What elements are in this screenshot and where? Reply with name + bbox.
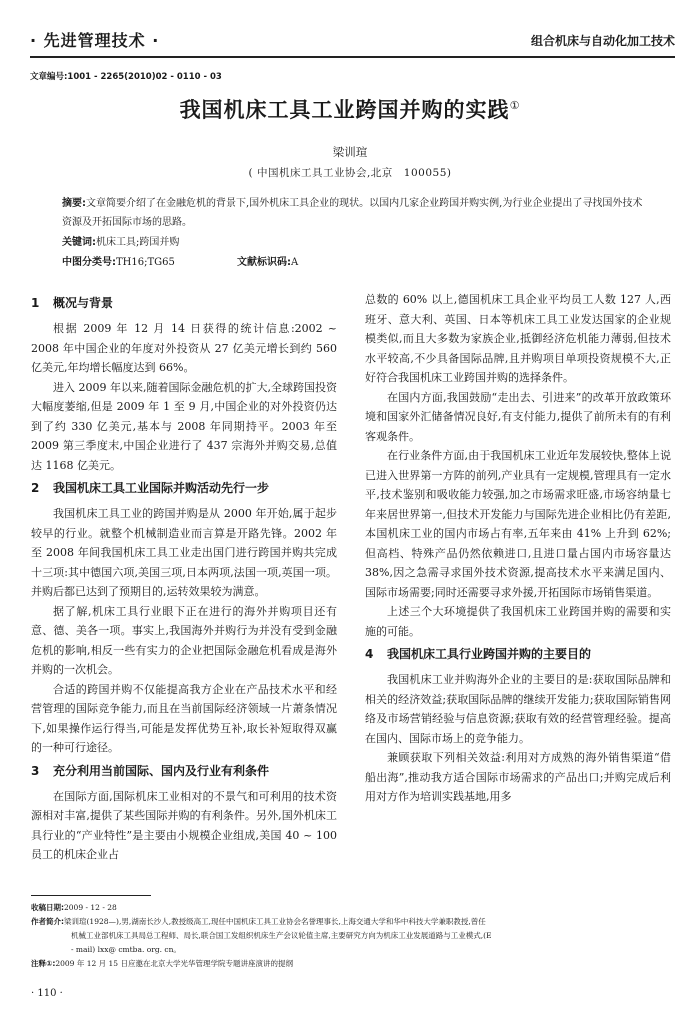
classification-label: 中图分类号: (62, 257, 116, 268)
author-name: 梁训瑄 (332, 145, 368, 159)
paper-title (0, 94, 700, 124)
section-label: · 先进管理技术 · (30, 31, 160, 50)
paragraph: 我国机床工业并购海外企业的主要目的是:获取国际品牌和相关的经济效益;获取国际品牌的继续开发能力;获取国际销售网络及市场营销经验与信息资源;获取有效的经营管理经验。提高在国内、国际市场上的竞争能力。 (365, 673, 671, 745)
left-column (31, 290, 337, 865)
right-column (365, 290, 671, 807)
paragraph: 在国内方面,我国鼓励“走出去、引进来”的改革开放政策环境和国家外汇储备情况良好,有支付能力,提供了前所未有的有利客观条件。 (365, 390, 671, 443)
document-code-label: 文献标识码: (237, 257, 291, 268)
article-number: 文章编号:1001 - 2265(2010)02 - 0110 - 03 (30, 72, 222, 82)
document-code (237, 253, 298, 268)
received-date: 收稿日期:2009 - 12 - 28 (31, 903, 117, 912)
journal-name: 组合机床与自动化加工技术 (530, 34, 675, 48)
paragraph: 进入 2009 年以来,随着国际金融危机的扩大,全球跨国投资大幅度萎缩,但是 2009 年 1 至 9 月,中国企业的对外投资仍达到了约 330 亿美元,基本与 2008 年同期持平。2003 年至 2009 第三季度末,中国企业进行了 437 宗海外并购交易,总值达 1168 亿美元。 (31, 380, 337, 472)
paragraph: 我国机床工具工业的跨国并购是从 2000 年开始,属于起步较早的行业。就整个机械制造业而言算是开路先锋。2002 年至 2008 年间我国机床工具工业走出国门进行跨国并购共完成十三项:其中德国六项,美国三项,日本两项,法国一项,英国一项。并购后都已达到了预期目的,运转效果较为满意。 (31, 507, 337, 598)
author-bio-email: - mail) lxx@ cmtba. org. cn。 (71, 945, 181, 954)
keywords-label: 关键词: (62, 237, 96, 248)
section-heading: 2 我国机床工具工业国际并购活动先行一步 (31, 481, 270, 495)
paragraph: 兼顾获取下列相关效益:利用对方成熟的海外销售渠道“借船出海”,推动我方适合国际市场需求的产品出口;并购完成后利用对方作为培训实践基地,用多 (365, 751, 671, 803)
section-heading: 3 充分利用当前国际、国内及行业有利条件 (31, 763, 270, 778)
paragraph: 上述三个大环境提供了我国机床工业跨国并购的需要和实施的可能。 (365, 605, 671, 638)
keywords-text: 机床工具;跨国并购 (96, 237, 180, 248)
classification-text: TH16;TG65 (116, 257, 175, 268)
author-affiliation: ( 中国机床工具工业协会,北京 100055) (248, 167, 452, 179)
keywords (62, 233, 179, 248)
footnotes (31, 901, 671, 971)
author-bio: 作者简介:梁训瑄(1928—),男,湖南长沙人,教授级高工,现任中国机床工具工业协会名誉理事长,上海交通大学和华中科技大学兼职教授,曾任 (31, 917, 486, 926)
title-text: 我国机床工具工业跨国并购的实践 (179, 98, 510, 122)
paragraph: 根据 2009 年 12 月 14 日获得的统计信息:2002 ~ 2008 年中国企业的年度对外投资从 27 亿美元增长到约 560 亿美元,年均增长幅度达到 66%。 (31, 322, 337, 374)
abstract (62, 194, 652, 232)
title-footnote-mark: ① (509, 99, 521, 112)
footnote-divider (31, 895, 151, 896)
title-footnote: 注释①:2009 年 12 月 15 日应邀在北京大学光华管理学院专题讲座演讲的提纲 (31, 959, 293, 968)
paragraph: 据了解,机床工具行业眼下正在进行的海外并购项目还有意、德、美各一项。事实上,我国海外并购行为并没有受到金融危机的影响,相反一些有实力的企业把国际金融危机看成是海外并购的一次机会。 (31, 604, 337, 676)
author-bio-cont: 机械工业部机床工具局总工程师、局长,联合国工发组织机床生产会议轮值主席,主要研究方向为机床工业发展道路与工业模式,(E (71, 931, 492, 940)
classification (62, 253, 175, 268)
running-header (30, 28, 675, 54)
abstract-label: 摘要: (62, 198, 86, 209)
page-number: · 110 · (31, 988, 63, 999)
document-code-text: A (291, 257, 299, 268)
paragraph: 在国际方面,国际机床工业相对的不景气和可利用的技术资源相对丰富,提供了某些国际并购的有利条件。另外,国外机床工具行业的“产业特性”是主要由小规模企业组成,美国 40 ~ 100 员工的机床企业占 (31, 789, 337, 861)
paragraph: 合适的跨国并购不仅能提高我方企业在产品技术水平和经营管理的国际竞争能力,而且在当前国际经济领域一片萧条情况下,如果操作运行得当,可能是发挥优势互补,取长补短取得双赢的一种可行途径。 (31, 682, 337, 754)
section-heading: 1 概况与背景 (31, 296, 114, 310)
paragraph: 在行业条件方面,由于我国机床工业近年发展较快,整体上说已进入世界第一方阵的前列,产业具有一定规模,管理具有一定水平,技术鉴别和吸收能力较强,加之市场需求旺盛,市场容纳量七年来居世界第一,但技术开发能力与国际先进企业相比仍有差距,本国机床工业的国内市场占有率,五年来由 41% 上升到 62%;但高档、特殊产品仍然依赖进口,且进口量占国内市场容量达 38%,因之急需寻求国外技术资源,提高技术水平来满足国内、国际市场需要;同时还需要寻求外援,开拓国际市场销售渠道。 (365, 449, 671, 599)
header-divider (30, 56, 675, 58)
section-heading: 4 我国机床工具行业跨国并购的主要目的 (365, 647, 592, 661)
abstract-text: 文章简要介绍了在金融危机的背景下,国外机床工具企业的现状。以国内几家企业跨国并购实例,为行业企业提出了寻找国外技术资源及开拓国际市场的思路。 (62, 198, 643, 228)
paragraph: 总数的 60% 以上,德国机床工具企业平均员工人数 127 人,西班牙、意大利、英国、日本等机床工具工业发达国家的企业规模类似,而且大多数为家族企业,抵御经济危机能力薄弱,但技术水平较高,不少具备国际品牌,且并购项目单项投资规模不大,正好符合我国机床工业跨国并购的选择条件。 (365, 293, 671, 384)
